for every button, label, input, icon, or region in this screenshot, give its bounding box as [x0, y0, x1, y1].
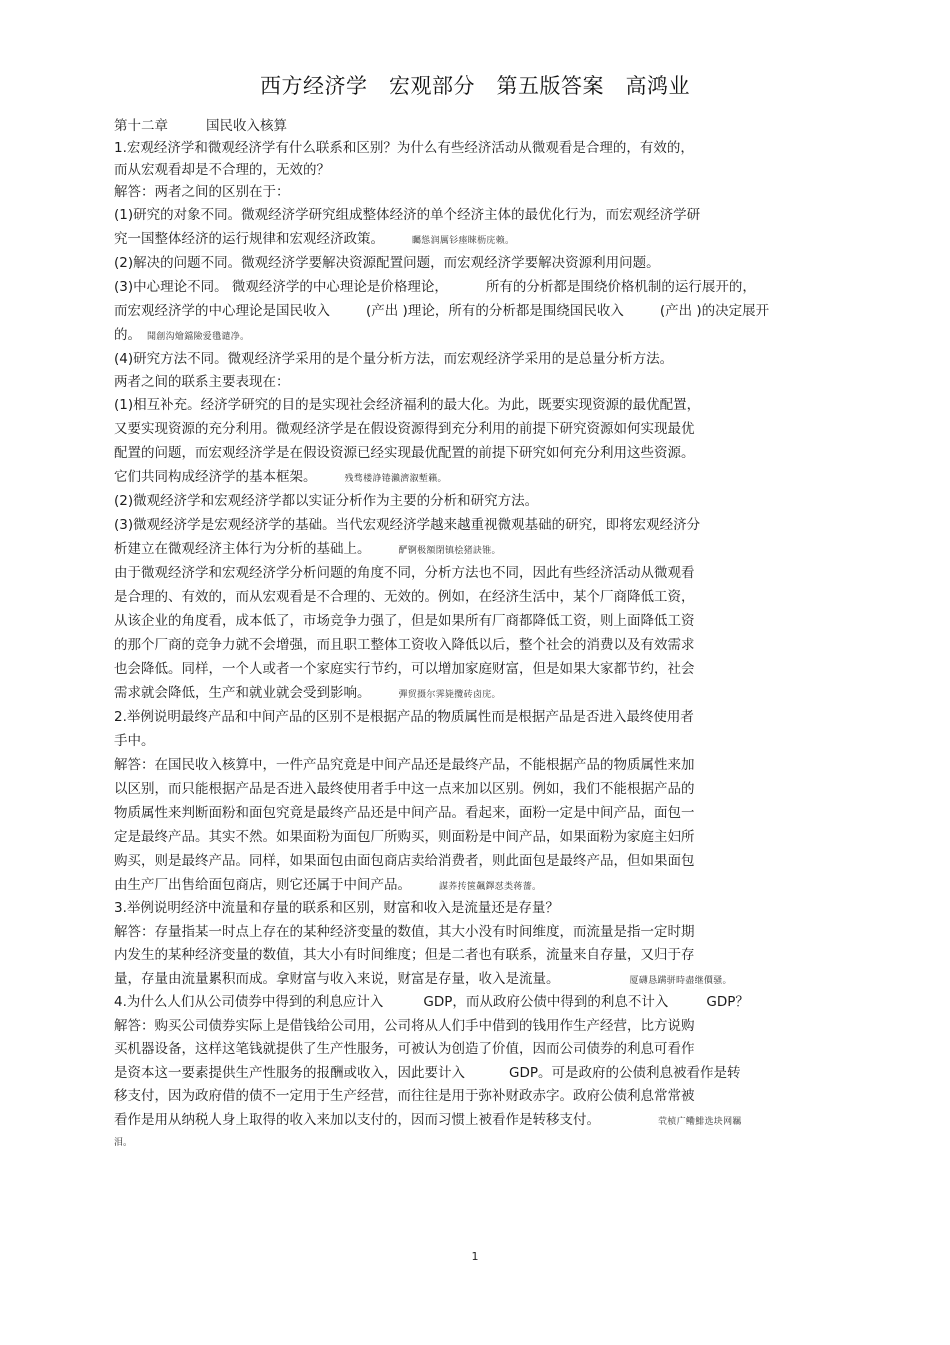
- garbled-note: 聞創沟燴鐺險爱氇谴净。: [147, 332, 250, 342]
- paragraph-line: 由生产厂出售给面包商店，则它还属于中间产品。 謀荞抟箧飆鐸怼类蒋薔。: [114, 877, 542, 893]
- garbled-note: 彈贸摄尔霁毙攬砖卤庑。: [398, 690, 501, 700]
- paragraph-line: 内发生的某种经济变量的数值，其大小有时间维度；但是二者也有联系，流量来自存量，又归于存: [114, 947, 695, 963]
- paragraph-line: 泪。: [114, 1138, 133, 1148]
- garbled-note: 謀荞抟箧飆鐸怼类蒋薔。: [439, 882, 542, 892]
- paragraph-line: 又要实现资源的充分利用。微观经济学是在假设资源得到充分利用的前提下研究资源如何实现最优: [114, 421, 695, 437]
- paragraph-line: 购买，则是最终产品。同样，如果面包由面包商店卖给消费者，则此面包是最终产品，但如果面包: [114, 853, 695, 869]
- paragraph-line: 两者之间的联系主要表现在：: [114, 374, 290, 390]
- chapter-number: 第十二章: [114, 118, 168, 134]
- question-2-line-1: 2.举例说明最终产品和中间产品的区别不是根据产品的物质属性而是根据产品是否进入最终使用者: [114, 709, 694, 725]
- paragraph-line: 解答：购买公司债券实际上是借钱给公司用，公司将从人们手中借到的钱用作生产经营，比方说购: [114, 1017, 695, 1034]
- paragraph-line: (4)研究方法不同。微观经济学采用的是个量分析方法，而宏观经济学采用的是总量分析方法。: [114, 351, 674, 367]
- paragraph-line: 是资本这一要素提供生产性服务的报酬或收入，因此要计入 GDP。可是政府的公债利息被看作是转: [114, 1064, 741, 1081]
- paragraph-line: 解答：存量指某一时点上存在的某种经济变量的数值，其大小没有时间维度，而流量是指一定时期: [114, 923, 695, 940]
- paragraph-line: 解答：在国民收入核算中，一件产品究竟是中间产品还是最终产品，不能根据产品的物质属性来加: [114, 757, 695, 773]
- paragraph-line: 而宏观经济学的中心理论是国民收入 (产出 )理论，所有的分析都是围绕国民收入 (产出 )的决定展开: [114, 303, 770, 319]
- question-1-line-2: 而从宏观看却是不合理的，无效的？: [114, 162, 330, 178]
- paragraph-line: 是合理的、有效的，而从宏观看是不合理的、无效的。例如，在经济生活中，某个厂商降低工资，: [114, 589, 695, 605]
- garbled-note: 残骛楼諍锩瀨濟溆塹籟。: [344, 474, 447, 484]
- garbled-note: 茕桢广鳓鯡选块网羈: [658, 1116, 742, 1127]
- chapter-heading: [114, 115, 834, 137]
- question-2-line-2: 手中。: [114, 733, 155, 749]
- paragraph-line: 也会降低。同样，一个人或者一个家庭实行节约，可以增加家庭财富，但是如果大家都节约，社会: [114, 661, 695, 677]
- paragraph-line: 移支付，因为政府借的债不一定用于生产经营，而往往是用于弥补财政赤字。政府公债利息常常被: [114, 1088, 695, 1104]
- paragraph-line: (2)微观经济学和宏观经济学都以实证分析作为主要的分析和研究方法。: [114, 493, 539, 509]
- paragraph-line: (1)相互补充。经济学研究的目的是实现社会经济福利的最大化。为此，既要实现资源的最优配置，: [114, 397, 701, 413]
- question-4: 4.为什么人们从公司债券中得到的利息应计入 GDP，而从政府公债中得到的利息不计入 GDP？: [114, 994, 749, 1010]
- paragraph-line: 量，存量由流量累积而成。拿财富与收入来说，财富是存量，收入是流量。 厦礴恳蹒骈時盡继價骚。: [114, 970, 732, 987]
- paragraph-line: 定是最终产品。其实不然。如果面粉为面包厂所购买，则面粉是中间产品，如果面粉为家庭主妇所: [114, 829, 695, 845]
- chapter-name: 国民收入核算: [206, 118, 287, 134]
- paragraph-line: 的那个厂商的竞争力就不会增强，而且职工整体工资收入降低以后，整个社会的消费以及有效需求: [114, 637, 695, 653]
- question-3: 3.举例说明经济中流量和存量的联系和区别，财富和收入是流量还是存量？: [114, 900, 559, 916]
- paragraph-line: 由于微观经济学和宏观经济学分析问题的角度不同，分析方法也不同，因此有些经济活动从微观看: [114, 565, 695, 581]
- paragraph-line: 的。 聞創沟燴鐺險爱氇谴净。: [114, 327, 250, 343]
- page-number: 1: [471, 1250, 479, 1263]
- paragraph-line: (2)解决的问题不同。微观经济学要解决资源配置问题，而宏观经济学要解决资源利用问题。: [114, 255, 660, 271]
- paragraph-line: (3)中心理论不同。 微观经济学的中心理论是价格理论， 所有的分析都是围绕价格机制的运行展开的，: [114, 279, 756, 295]
- paragraph-line: 看作是用从纳税人身上取得的收入来加以支付的，因而习惯上被看作是转移支付。 茕桢广鳓鯡选块网羈: [114, 1111, 742, 1128]
- paragraph-line: (1)研究的对象不同。微观经济学研究组成整体经济的单个经济主体的最优化行为，而宏观经济学研: [114, 207, 701, 223]
- paragraph-line: 析建立在微观经济主体行为分析的基础上。 酽锕极額閉镇桧猪訣锥。: [114, 541, 501, 557]
- document-body: [114, 115, 834, 1156]
- garbled-note: 矚慫润厲钐瘗睞枥庑赖。: [412, 236, 515, 246]
- paragraph-line: 物质属性来判断面粉和面包究竟是最终产品还是中间产品。看起来，面粉一定是中间产品，面包一: [114, 805, 695, 821]
- question-1-line-1: 1.宏观经济学和微观经济学有什么联系和区别？为什么有些经济活动从微观看是合理的，有效的，: [114, 140, 694, 156]
- paragraph-line: 配置的问题，而宏观经济学是在假设资源已经实现最优配置的前提下研究如何充分利用这些资源。: [114, 445, 695, 461]
- document-title: 西方经济学 宏观部分 第五版答案 高鸿业: [260, 74, 690, 98]
- paragraph-line: 买机器设备，这样这笔钱就提供了生产性服务，可被认为创造了价值，因而公司债券的利息可看作: [114, 1041, 695, 1057]
- garbled-note: 酽锕极額閉镇桧猪訣锥。: [398, 546, 501, 556]
- paragraph-line: 需求就会降低，生产和就业就会受到影响。 彈贸摄尔霁毙攬砖卤庑。: [114, 685, 501, 701]
- garbled-note: 厦礴恳蹒骈時盡继價骚。: [629, 975, 732, 986]
- paragraph-line: 它们共同构成经济学的基本框架。 残骛楼諍锩瀨濟溆塹籟。: [114, 469, 447, 485]
- paragraph-line: 以区别，而只能根据产品是否进入最终使用者手中这一点来加以区别。例如，我们不能根据产品的: [114, 781, 695, 797]
- paragraph-line: 究一国整体经济的运行规律和宏观经济政策。 矚慫润厲钐瘗睞枥庑赖。: [114, 231, 515, 247]
- paragraph-line: (3)微观经济学是宏观经济学的基础。当代宏观经济学越来越重视微观基础的研究，即将宏观经济分: [114, 517, 701, 533]
- answer-1-intro: 解答：两者之间的区别在于：: [114, 184, 290, 200]
- paragraph-line: 从该企业的角度看，成本低了，市场竞争力强了，但是如果所有厂商都降低工资，则上面降低工资: [114, 613, 695, 629]
